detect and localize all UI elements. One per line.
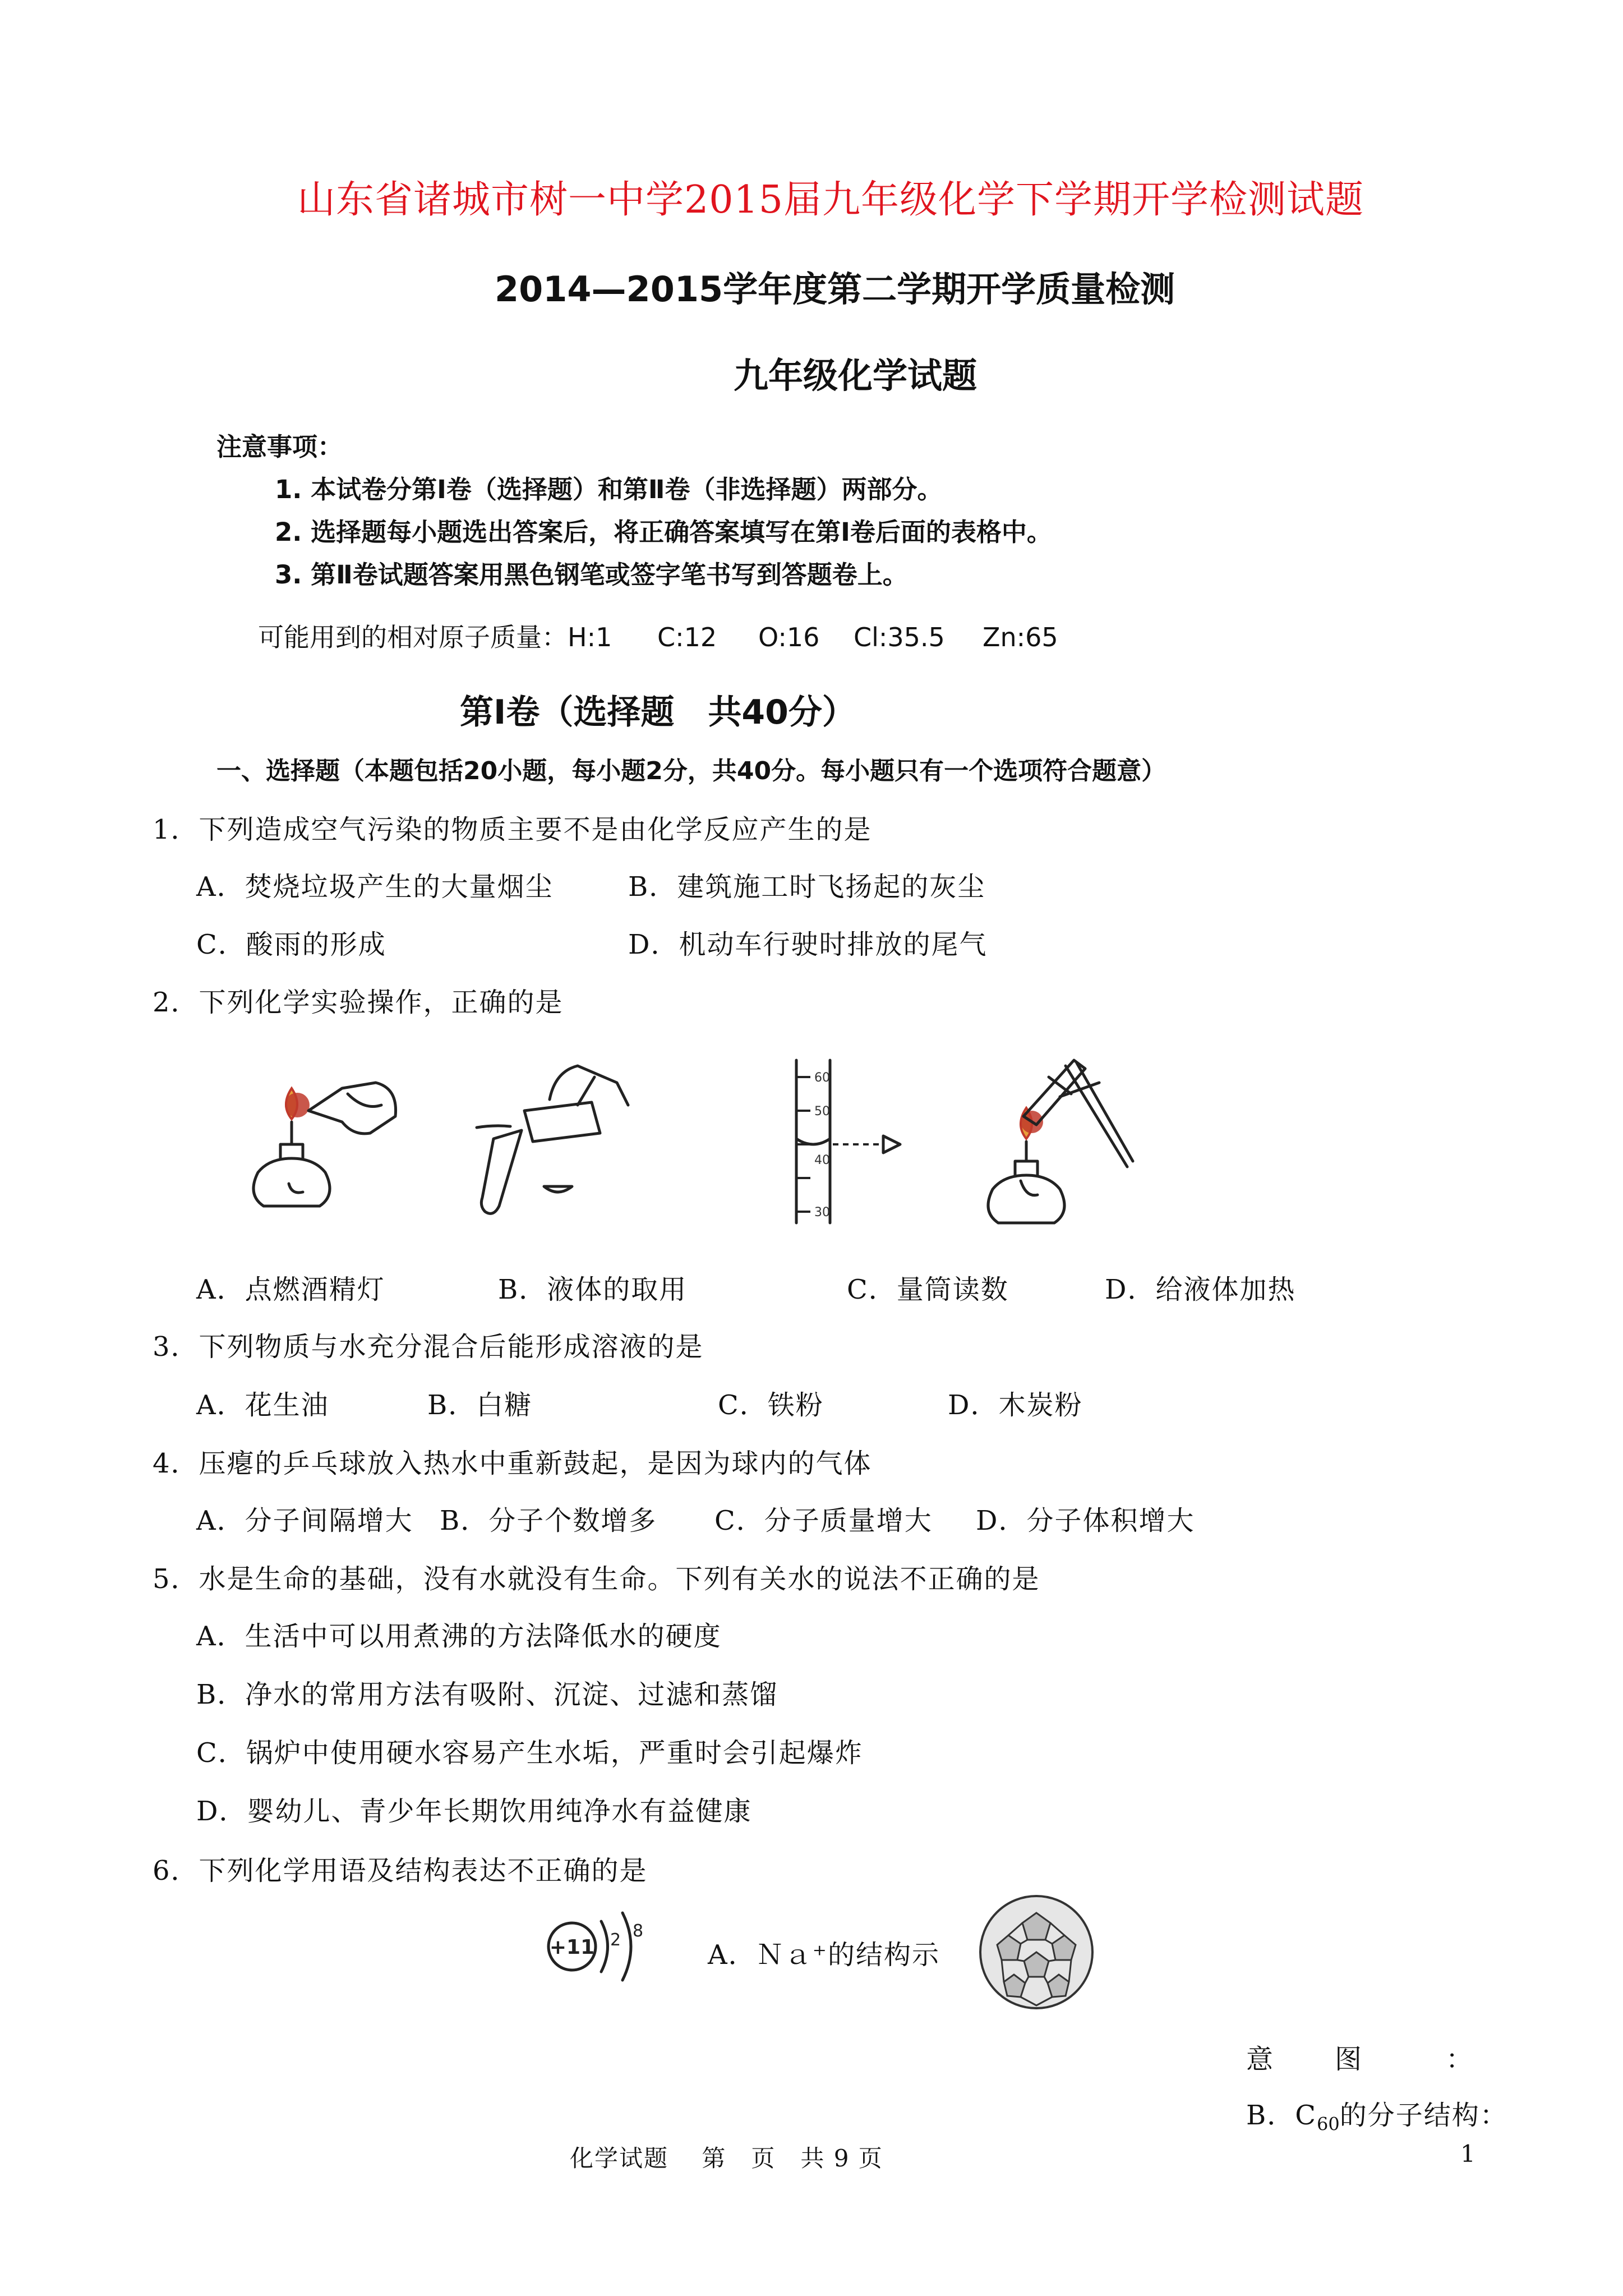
atomic-mass-line — [258, 617, 1058, 654]
q3-option-c: C．铁粉 — [718, 1389, 824, 1421]
question-6-stem: 6．下列化学用语及结构表达不正确的是 — [153, 1855, 648, 1887]
cyl-tick-50: 50 — [814, 1105, 830, 1119]
q1-option-c: C．酸雨的形成 — [196, 929, 386, 960]
question-4-stem: 4．压瘪的乒乓球放入热水中重新鼓起，是因为球内的气体 — [153, 1448, 872, 1479]
na-shell-1: 2 — [610, 1930, 621, 1950]
q6-option-b-suffix: 的分子结构 — [1339, 2100, 1480, 2131]
c60-molecule-image — [975, 1890, 1098, 2014]
atomic-mass-cl: Cl:35.5 — [854, 622, 945, 652]
q6-option-a-cont-1: 意 — [1246, 2044, 1275, 2075]
q6-option-b — [1246, 2093, 1508, 2135]
q4-option-a: A．分子间隔增大 — [196, 1505, 413, 1536]
q1-option-b: B．建筑施工时飞扬起的灰尘 — [628, 871, 986, 903]
q3-option-a: A．花生油 — [196, 1389, 329, 1421]
q2-option-a: A．点燃酒精灯 — [196, 1274, 385, 1305]
fig-liquid-pouring — [460, 1055, 639, 1223]
question-2-stem: 2．下列化学实验操作，正确的是 — [153, 987, 564, 1018]
na-ion-structure-diagram — [538, 1907, 667, 1986]
atomic-mass-zn: Zn:65 — [983, 622, 1058, 652]
atomic-mass-o: O:16 — [758, 622, 820, 652]
q2-option-c: C．量筒读数 — [847, 1274, 1009, 1305]
notice-item-1: 1. 本试卷分第Ⅰ卷（选择题）和第Ⅱ卷（非选择题）两部分。 — [275, 475, 943, 504]
question-5-stem: 5．水是生命的基础，没有水就没有生命。下列有关水的说法不正确的是 — [153, 1563, 1040, 1595]
cyl-tick-30: 30 — [814, 1205, 830, 1220]
page-footer: 化学试题 第 页 共 9 页 — [570, 2145, 883, 2172]
notice-item-2: 2. 选择题每小题选出答案后，将正确答案填写在第Ⅰ卷后面的表格中。 — [275, 517, 1052, 547]
q4-option-c: C．分子质量增大 — [714, 1505, 933, 1536]
q6-option-a: A．Ｎａ⁺的结构示 — [708, 1939, 940, 1971]
atomic-mass-c: C:12 — [657, 622, 717, 652]
exam-title: 九年级化学试题 — [734, 355, 978, 396]
section-title: 第Ⅰ卷（选择题 共40分） — [460, 693, 856, 732]
q5-option-d: D．婴幼儿、青少年长期饮用纯净水有益健康 — [196, 1796, 752, 1827]
fig-light-lamp — [236, 1055, 404, 1223]
document-title: 山东省诸城市树一中学2015届九年级化学下学期开学检测试题 — [297, 178, 1364, 222]
q5-option-a: A．生活中可以用煮沸的方法降低水的硬度 — [196, 1621, 722, 1652]
q6-option-b-prefix: B．C — [1246, 2100, 1317, 2131]
atomic-mass-label: 可能用到的相对原子质量： — [258, 622, 568, 652]
q1-option-a: A．焚烧垃圾产生的大量烟尘 — [196, 871, 554, 903]
q6-option-a-cont-2: 图 — [1335, 2044, 1363, 2075]
exam-subtitle: 2014—2015学年度第二学期开学质量检测 — [495, 269, 1175, 310]
fig-cylinder-reading — [780, 1055, 920, 1234]
q5-option-c: C．锅炉中使用硬水容易产生水垢，严重时会引起爆炸 — [196, 1737, 863, 1769]
q6-option-a-cont-3: ： — [1446, 2044, 1474, 2075]
q6-option-b-subscript: 60 — [1317, 2113, 1340, 2135]
question-3-stem: 3．下列物质与水充分混合后能形成溶液的是 — [153, 1331, 704, 1363]
q4-option-b: B．分子个数增多 — [440, 1505, 657, 1536]
notice-item-3: 3. 第Ⅱ卷试题答案用黑色钢笔或签字笔书写到答题卷上。 — [275, 560, 908, 590]
atomic-mass-h: H:1 — [568, 622, 612, 652]
q2-option-b: B．液体的取用 — [498, 1274, 688, 1305]
section-instruction: 一、选择题（本题包括20小题，每小题2分，共40分。每小题只有一个选项符合题意） — [216, 757, 1166, 785]
notice-heading: 注意事项： — [216, 432, 343, 462]
page-number: 1 — [1460, 2140, 1477, 2168]
question-1-stem: 1．下列造成空气污染的物质主要不是由化学反应产生的是 — [153, 814, 872, 845]
cyl-tick-40: 40 — [814, 1153, 830, 1167]
na-shell-2: 8 — [633, 1921, 644, 1941]
q3-option-b: B．白糖 — [427, 1389, 533, 1421]
na-nucleus-charge: +11 — [549, 1936, 595, 1959]
q5-option-b: B．净水的常用方法有吸附、沉淀、过滤和蒸馏 — [196, 1679, 778, 1710]
q1-option-d: D．机动车行驶时排放的尾气 — [628, 929, 988, 960]
q3-option-d: D．木炭粉 — [948, 1389, 1083, 1421]
fig-heating-liquid — [970, 1043, 1138, 1234]
q6-option-b-end: ： — [1479, 2100, 1508, 2131]
q2-option-d: D．给液体加热 — [1105, 1274, 1296, 1305]
q4-option-d: D．分子体积增大 — [976, 1505, 1195, 1536]
cyl-tick-60: 60 — [814, 1071, 830, 1085]
